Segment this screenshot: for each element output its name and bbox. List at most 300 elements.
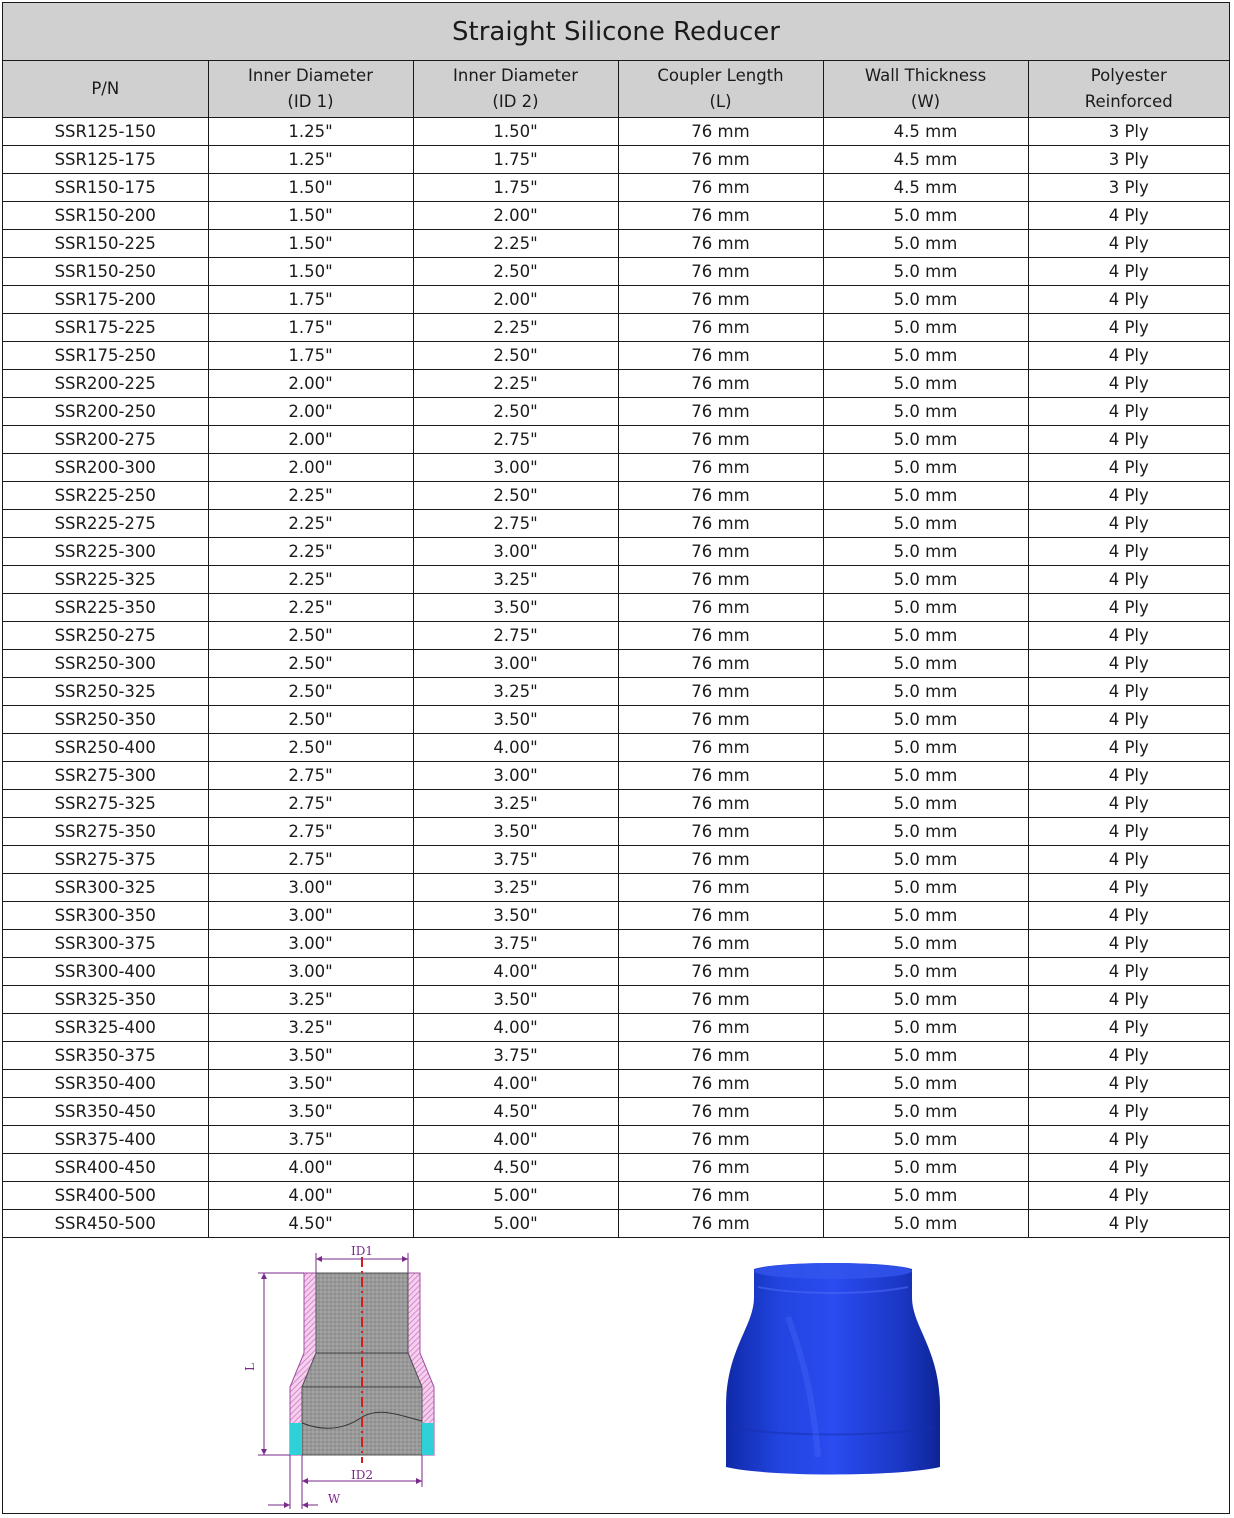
- table-cell: 2.25": [208, 510, 413, 538]
- table-cell: SSR225-275: [3, 510, 208, 538]
- table-cell: 4 Ply: [1028, 706, 1229, 734]
- table-cell: SSR275-325: [3, 790, 208, 818]
- table-cell: 76 mm: [618, 454, 823, 482]
- table-cell: 4 Ply: [1028, 958, 1229, 986]
- table-cell: 2.00": [208, 454, 413, 482]
- table-cell: 2.25": [413, 370, 618, 398]
- table-cell: 76 mm: [618, 622, 823, 650]
- table-cell: 4 Ply: [1028, 1014, 1229, 1042]
- table-row: [3, 454, 1229, 482]
- table-cell: SSR325-350: [3, 986, 208, 1014]
- table-cell: 1.75": [208, 286, 413, 314]
- table-cell: 76 mm: [618, 482, 823, 510]
- table-cell: 4 Ply: [1028, 258, 1229, 286]
- table-cell: 76 mm: [618, 1210, 823, 1238]
- table-cell: 3.50": [413, 594, 618, 622]
- table-cell: 5.0 mm: [823, 902, 1028, 930]
- table-cell: 5.0 mm: [823, 1154, 1028, 1182]
- table-cell: SSR275-350: [3, 818, 208, 846]
- table-cell: 3.00": [413, 762, 618, 790]
- table-body: [3, 118, 1229, 1238]
- reducer-dimension-diagram: [243, 1237, 458, 1513]
- table-cell: SSR275-300: [3, 762, 208, 790]
- table-cell: 2.25": [208, 538, 413, 566]
- table-cell: 4 Ply: [1028, 510, 1229, 538]
- table-cell: 2.25": [413, 230, 618, 258]
- table-cell: 5.0 mm: [823, 986, 1028, 1014]
- table-cell: 1.50": [208, 230, 413, 258]
- table-cell: 4 Ply: [1028, 286, 1229, 314]
- table-cell: SSR300-400: [3, 958, 208, 986]
- table-cell: 5.0 mm: [823, 426, 1028, 454]
- table-cell: 76 mm: [618, 706, 823, 734]
- table-cell: SSR300-375: [3, 930, 208, 958]
- table-cell: SSR225-350: [3, 594, 208, 622]
- table-cell: 5.0 mm: [823, 874, 1028, 902]
- table-cell: 3.00": [208, 930, 413, 958]
- table-cell: SSR150-225: [3, 230, 208, 258]
- table-cell: 5.0 mm: [823, 370, 1028, 398]
- table-cell: 76 mm: [618, 1042, 823, 1070]
- table-row: [3, 622, 1229, 650]
- table-cell: 4.5 mm: [823, 174, 1028, 202]
- table-cell: 4 Ply: [1028, 1154, 1229, 1182]
- column-header-line2: (L): [709, 92, 732, 111]
- table-cell: 5.0 mm: [823, 566, 1028, 594]
- table-cell: 4 Ply: [1028, 846, 1229, 874]
- table-cell: 76 mm: [618, 594, 823, 622]
- left-tip: [290, 1423, 302, 1455]
- table-row: [3, 202, 1229, 230]
- table-cell: 5.0 mm: [823, 454, 1028, 482]
- table-row: [3, 1098, 1229, 1126]
- table-cell: 4.5 mm: [823, 146, 1028, 174]
- table-cell: 3.50": [413, 818, 618, 846]
- table-cell: 76 mm: [618, 314, 823, 342]
- table-cell: 76 mm: [618, 790, 823, 818]
- spec-sheet: [2, 2, 1230, 1514]
- table-cell: 76 mm: [618, 1098, 823, 1126]
- w-label: W: [327, 1492, 341, 1506]
- table-cell: 2.75": [413, 510, 618, 538]
- table-cell: 4.50": [413, 1154, 618, 1182]
- table-row: [3, 1014, 1229, 1042]
- table-cell: SSR225-300: [3, 538, 208, 566]
- table-cell: 5.0 mm: [823, 622, 1028, 650]
- table-cell: 1.75": [208, 342, 413, 370]
- table-cell: SSR400-450: [3, 1154, 208, 1182]
- table-cell: 5.0 mm: [823, 1042, 1028, 1070]
- table-cell: 4.00": [413, 734, 618, 762]
- table-row: [3, 902, 1229, 930]
- table-cell: 2.75": [413, 426, 618, 454]
- table-cell: 1.50": [208, 258, 413, 286]
- table-cell: 76 mm: [618, 734, 823, 762]
- table-cell: 4.50": [413, 1098, 618, 1126]
- table-cell: 4.00": [413, 1070, 618, 1098]
- table-cell: 3 Ply: [1028, 118, 1229, 146]
- table-cell: 3.50": [208, 1098, 413, 1126]
- table-cell: 3 Ply: [1028, 174, 1229, 202]
- table-cell: 5.0 mm: [823, 482, 1028, 510]
- table-cell: 76 mm: [618, 146, 823, 174]
- table-cell: 76 mm: [618, 286, 823, 314]
- table-cell: 2.50": [208, 678, 413, 706]
- table-cell: SSR300-325: [3, 874, 208, 902]
- table-cell: 2.50": [208, 734, 413, 762]
- table-cell: 3.50": [413, 902, 618, 930]
- table-row: [3, 846, 1229, 874]
- table-cell: 76 mm: [618, 426, 823, 454]
- spec-table: [3, 60, 1229, 1238]
- table-cell: 1.75": [413, 146, 618, 174]
- column-header-5: [1028, 61, 1229, 118]
- table-cell: 76 mm: [618, 874, 823, 902]
- table-cell: 2.50": [208, 622, 413, 650]
- table-cell: 1.50": [208, 174, 413, 202]
- table-cell: 3.75": [413, 1042, 618, 1070]
- table-cell: 5.0 mm: [823, 1126, 1028, 1154]
- table-cell: 3.75": [208, 1126, 413, 1154]
- table-cell: 76 mm: [618, 930, 823, 958]
- table-cell: SSR350-375: [3, 1042, 208, 1070]
- table-cell: 4 Ply: [1028, 314, 1229, 342]
- table-row: [3, 174, 1229, 202]
- table-cell: SSR250-400: [3, 734, 208, 762]
- table-cell: 4 Ply: [1028, 566, 1229, 594]
- table-cell: 2.50": [413, 342, 618, 370]
- table-cell: 76 mm: [618, 818, 823, 846]
- table-cell: 3.00": [208, 902, 413, 930]
- table-row: [3, 286, 1229, 314]
- table-cell: 76 mm: [618, 258, 823, 286]
- table-cell: 3.00": [413, 650, 618, 678]
- table-cell: 2.00": [413, 286, 618, 314]
- table-cell: 5.0 mm: [823, 202, 1028, 230]
- table-cell: SSR200-300: [3, 454, 208, 482]
- table-cell: 4 Ply: [1028, 790, 1229, 818]
- table-cell: 5.0 mm: [823, 230, 1028, 258]
- table-cell: 5.0 mm: [823, 790, 1028, 818]
- table-cell: 76 mm: [618, 1126, 823, 1154]
- table-row: [3, 706, 1229, 734]
- right-tip: [422, 1423, 434, 1455]
- table-cell: SSR250-350: [3, 706, 208, 734]
- table-row: [3, 958, 1229, 986]
- table-cell: 4 Ply: [1028, 370, 1229, 398]
- table-cell: 4 Ply: [1028, 762, 1229, 790]
- table-cell: 76 mm: [618, 650, 823, 678]
- table-row: [3, 594, 1229, 622]
- table-cell: 76 mm: [618, 902, 823, 930]
- table-cell: SSR200-250: [3, 398, 208, 426]
- table-cell: 3.25": [413, 566, 618, 594]
- table-cell: 4 Ply: [1028, 482, 1229, 510]
- table-cell: 4 Ply: [1028, 202, 1229, 230]
- table-cell: 2.75": [208, 762, 413, 790]
- table-row: [3, 762, 1229, 790]
- table-cell: 3.50": [208, 1042, 413, 1070]
- table-cell: 5.0 mm: [823, 818, 1028, 846]
- table-cell: 76 mm: [618, 1070, 823, 1098]
- table-cell: 4 Ply: [1028, 1070, 1229, 1098]
- table-cell: 76 mm: [618, 202, 823, 230]
- table-cell: 5.0 mm: [823, 930, 1028, 958]
- table-cell: 76 mm: [618, 538, 823, 566]
- table-cell: 4 Ply: [1028, 874, 1229, 902]
- table-cell: SSR350-400: [3, 1070, 208, 1098]
- table-cell: 76 mm: [618, 1182, 823, 1210]
- table-cell: 5.0 mm: [823, 678, 1028, 706]
- column-header-line2: (W): [910, 92, 941, 111]
- table-cell: SSR175-225: [3, 314, 208, 342]
- table-row: [3, 874, 1229, 902]
- column-header-3: [618, 61, 823, 118]
- table-row: [3, 314, 1229, 342]
- table-row: [3, 146, 1229, 174]
- table-cell: SSR250-325: [3, 678, 208, 706]
- table-row: [3, 818, 1229, 846]
- column-header-1: [208, 61, 413, 118]
- table-cell: 2.25": [413, 314, 618, 342]
- table-row: [3, 370, 1229, 398]
- table-cell: 2.50": [413, 482, 618, 510]
- table-cell: 1.75": [208, 314, 413, 342]
- table-cell: SSR225-325: [3, 566, 208, 594]
- table-cell: 3.25": [208, 986, 413, 1014]
- table-cell: 3.00": [208, 958, 413, 986]
- table-row: [3, 566, 1229, 594]
- table-row: [3, 398, 1229, 426]
- image-area: [3, 1237, 1229, 1513]
- table-cell: 5.0 mm: [823, 1070, 1028, 1098]
- table-cell: 76 mm: [618, 846, 823, 874]
- table-cell: 4.00": [413, 1126, 618, 1154]
- table-cell: 5.0 mm: [823, 846, 1028, 874]
- table-row: [3, 1210, 1229, 1238]
- table-cell: SSR375-400: [3, 1126, 208, 1154]
- table-cell: 5.0 mm: [823, 258, 1028, 286]
- table-cell: 3.50": [413, 986, 618, 1014]
- table-cell: 3 Ply: [1028, 146, 1229, 174]
- table-cell: 76 mm: [618, 398, 823, 426]
- table-cell: 76 mm: [618, 1154, 823, 1182]
- table-cell: 4.00": [208, 1182, 413, 1210]
- table-row: [3, 650, 1229, 678]
- table-cell: 4.00": [208, 1154, 413, 1182]
- table-cell: 5.0 mm: [823, 1014, 1028, 1042]
- table-cell: 4 Ply: [1028, 1126, 1229, 1154]
- header-row: [3, 61, 1229, 118]
- table-row: [3, 1182, 1229, 1210]
- table-cell: 4 Ply: [1028, 930, 1229, 958]
- table-cell: 5.00": [413, 1182, 618, 1210]
- table-row: [3, 426, 1229, 454]
- table-cell: SSR150-250: [3, 258, 208, 286]
- table-cell: 1.50": [413, 118, 618, 146]
- table-cell: 5.0 mm: [823, 342, 1028, 370]
- table-cell: 5.0 mm: [823, 706, 1028, 734]
- table-cell: 3.25": [208, 1014, 413, 1042]
- table-cell: 4 Ply: [1028, 230, 1229, 258]
- table-cell: 76 mm: [618, 174, 823, 202]
- table-cell: 1.25": [208, 118, 413, 146]
- table-cell: 3.25": [413, 790, 618, 818]
- table-cell: 1.50": [208, 202, 413, 230]
- table-cell: 4.00": [413, 1014, 618, 1042]
- table-cell: 4 Ply: [1028, 1210, 1229, 1238]
- table-cell: 5.0 mm: [823, 398, 1028, 426]
- table-cell: 2.00": [208, 398, 413, 426]
- table-cell: 2.75": [208, 846, 413, 874]
- table-cell: SSR125-175: [3, 146, 208, 174]
- page-title: Straight Silicone Reducer: [3, 3, 1229, 61]
- table-cell: SSR200-275: [3, 426, 208, 454]
- table-cell: 76 mm: [618, 678, 823, 706]
- table-cell: SSR275-375: [3, 846, 208, 874]
- table-cell: 5.0 mm: [823, 734, 1028, 762]
- table-cell: 5.0 mm: [823, 538, 1028, 566]
- table-row: [3, 538, 1229, 566]
- table-row: [3, 1154, 1229, 1182]
- table-cell: SSR450-500: [3, 1210, 208, 1238]
- table-cell: 4 Ply: [1028, 426, 1229, 454]
- table-row: [3, 790, 1229, 818]
- column-header-line1: Inner Diameter: [248, 66, 373, 85]
- table-cell: 4 Ply: [1028, 454, 1229, 482]
- table-row: [3, 678, 1229, 706]
- hose-body: [726, 1263, 940, 1475]
- table-cell: 4 Ply: [1028, 594, 1229, 622]
- table-cell: 76 mm: [618, 986, 823, 1014]
- table-cell: 2.50": [208, 650, 413, 678]
- table-cell: 3.00": [208, 874, 413, 902]
- column-header-0: [3, 61, 208, 118]
- table-cell: 5.0 mm: [823, 650, 1028, 678]
- table-row: [3, 342, 1229, 370]
- table-cell: SSR150-175: [3, 174, 208, 202]
- table-row: [3, 258, 1229, 286]
- table-cell: 4 Ply: [1028, 398, 1229, 426]
- table-cell: 4 Ply: [1028, 902, 1229, 930]
- table-cell: SSR175-250: [3, 342, 208, 370]
- table-cell: 4 Ply: [1028, 622, 1229, 650]
- table-cell: 3.25": [413, 678, 618, 706]
- table-cell: 3.75": [413, 930, 618, 958]
- table-cell: 76 mm: [618, 958, 823, 986]
- column-header-line1: Polyester: [1090, 66, 1167, 85]
- table-cell: SSR300-350: [3, 902, 208, 930]
- column-header-line2: (ID 2): [492, 92, 539, 111]
- table-row: [3, 118, 1229, 146]
- table-cell: 2.50": [208, 706, 413, 734]
- table-cell: 4 Ply: [1028, 818, 1229, 846]
- table-cell: 3.50": [208, 1070, 413, 1098]
- table-cell: SSR125-150: [3, 118, 208, 146]
- table-cell: 2.50": [413, 258, 618, 286]
- table-row: [3, 1126, 1229, 1154]
- column-header-2: [413, 61, 618, 118]
- table-cell: 76 mm: [618, 118, 823, 146]
- table-cell: 76 mm: [618, 510, 823, 538]
- table-cell: 2.25": [208, 566, 413, 594]
- table-cell: 4 Ply: [1028, 986, 1229, 1014]
- table-cell: 5.0 mm: [823, 1098, 1028, 1126]
- table-row: [3, 1042, 1229, 1070]
- table-cell: 1.25": [208, 146, 413, 174]
- column-header-line2: (ID 1): [287, 92, 334, 111]
- table-cell: 5.0 mm: [823, 1182, 1028, 1210]
- table-cell: 3.25": [413, 874, 618, 902]
- table-cell: 4.5 mm: [823, 118, 1028, 146]
- table-cell: 5.0 mm: [823, 594, 1028, 622]
- table-cell: 2.00": [413, 202, 618, 230]
- table-cell: 2.00": [208, 370, 413, 398]
- table-cell: 76 mm: [618, 566, 823, 594]
- table-cell: SSR225-250: [3, 482, 208, 510]
- table-cell: SSR400-500: [3, 1182, 208, 1210]
- table-cell: 3.00": [413, 454, 618, 482]
- table-cell: 4 Ply: [1028, 678, 1229, 706]
- table-cell: 4 Ply: [1028, 1042, 1229, 1070]
- table-cell: 2.75": [208, 818, 413, 846]
- table-row: [3, 734, 1229, 762]
- table-cell: 5.0 mm: [823, 958, 1028, 986]
- table-cell: SSR250-300: [3, 650, 208, 678]
- table-cell: 5.0 mm: [823, 1210, 1028, 1238]
- table-cell: 4 Ply: [1028, 1182, 1229, 1210]
- table-cell: SSR150-200: [3, 202, 208, 230]
- table-cell: 3.50": [413, 706, 618, 734]
- table-cell: SSR350-450: [3, 1098, 208, 1126]
- table-cell: 2.75": [208, 790, 413, 818]
- table-row: [3, 986, 1229, 1014]
- table-cell: SSR175-200: [3, 286, 208, 314]
- id1-label: ID1: [351, 1244, 373, 1258]
- table-cell: 76 mm: [618, 342, 823, 370]
- table-cell: 3.00": [413, 538, 618, 566]
- table-cell: 2.00": [208, 426, 413, 454]
- table-row: [3, 930, 1229, 958]
- column-header-line1: P/N: [91, 79, 120, 98]
- table-row: [3, 1070, 1229, 1098]
- table-cell: 4 Ply: [1028, 342, 1229, 370]
- table-cell: 2.25": [208, 482, 413, 510]
- id2-label: ID2: [351, 1468, 373, 1482]
- table-cell: 76 mm: [618, 1014, 823, 1042]
- column-header-4: [823, 61, 1028, 118]
- table-cell: 5.00": [413, 1210, 618, 1238]
- table-cell: SSR250-275: [3, 622, 208, 650]
- table-cell: 76 mm: [618, 762, 823, 790]
- table-cell: SSR325-400: [3, 1014, 208, 1042]
- table-cell: 4 Ply: [1028, 1098, 1229, 1126]
- table-row: [3, 482, 1229, 510]
- column-header-line1: Coupler Length: [657, 66, 784, 85]
- table-cell: 76 mm: [618, 370, 823, 398]
- table-cell: 4 Ply: [1028, 538, 1229, 566]
- table-cell: 2.75": [413, 622, 618, 650]
- table-cell: 5.0 mm: [823, 314, 1028, 342]
- table-row: [3, 230, 1229, 258]
- table-cell: 2.50": [413, 398, 618, 426]
- table-cell: SSR200-225: [3, 370, 208, 398]
- reducer-product-photo: [718, 1257, 948, 1487]
- l-label: L: [243, 1363, 257, 1371]
- table-cell: 76 mm: [618, 230, 823, 258]
- table-cell: 4.50": [208, 1210, 413, 1238]
- table-cell: 3.75": [413, 846, 618, 874]
